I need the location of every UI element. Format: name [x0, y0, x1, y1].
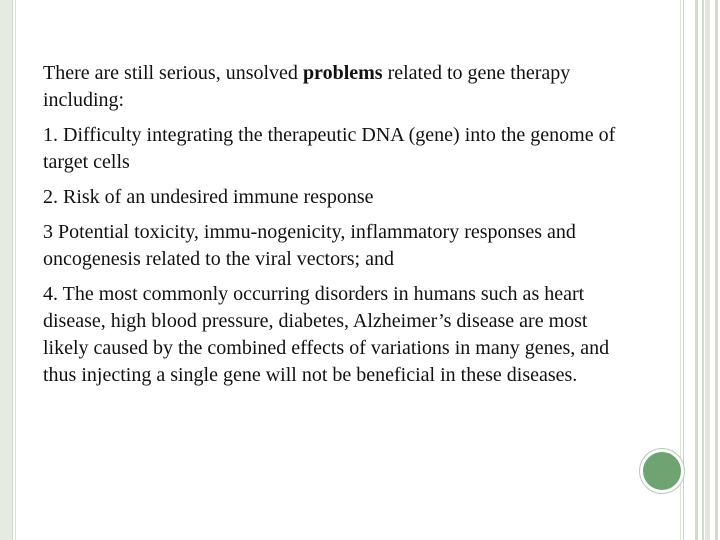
- list-item-3: 3 Potential toxicity, immu-nogenicity, inflammatory responses and oncogenesis related to the viral vectors; and: [43, 221, 576, 270]
- intro-bold-word: problems: [302, 62, 383, 84]
- right-decor-stripe: [702, 0, 704, 540]
- decorative-circle: [640, 449, 684, 493]
- slide-body: [43, 60, 628, 397]
- left-margin-band: [0, 0, 12, 540]
- list-item-4: 4. The most commonly occurring disorders in humans such as heart disease, high blood pressure, diabetes, Alzheimer’s disease are most likely caused by the combined effects of variations in many genes, and thus injecting a single gene will not be beneficial in these diseases.: [43, 283, 610, 386]
- right-decor-stripe: [695, 0, 698, 540]
- right-decor-stripe: [715, 0, 718, 540]
- list-item-1: 1. Difficulty integrating the therapeutic DNA (gene) into the genome of target cells: [43, 124, 616, 173]
- right-decor-stripe: [705, 0, 710, 540]
- list-item-2: 2. Risk of an undesired immune response: [43, 186, 374, 208]
- intro-paragraph: [43, 60, 628, 114]
- intro-text-end: related to gene therapy including:: [43, 62, 571, 111]
- intro-text-start: There are still serious, unsolved: [43, 62, 303, 84]
